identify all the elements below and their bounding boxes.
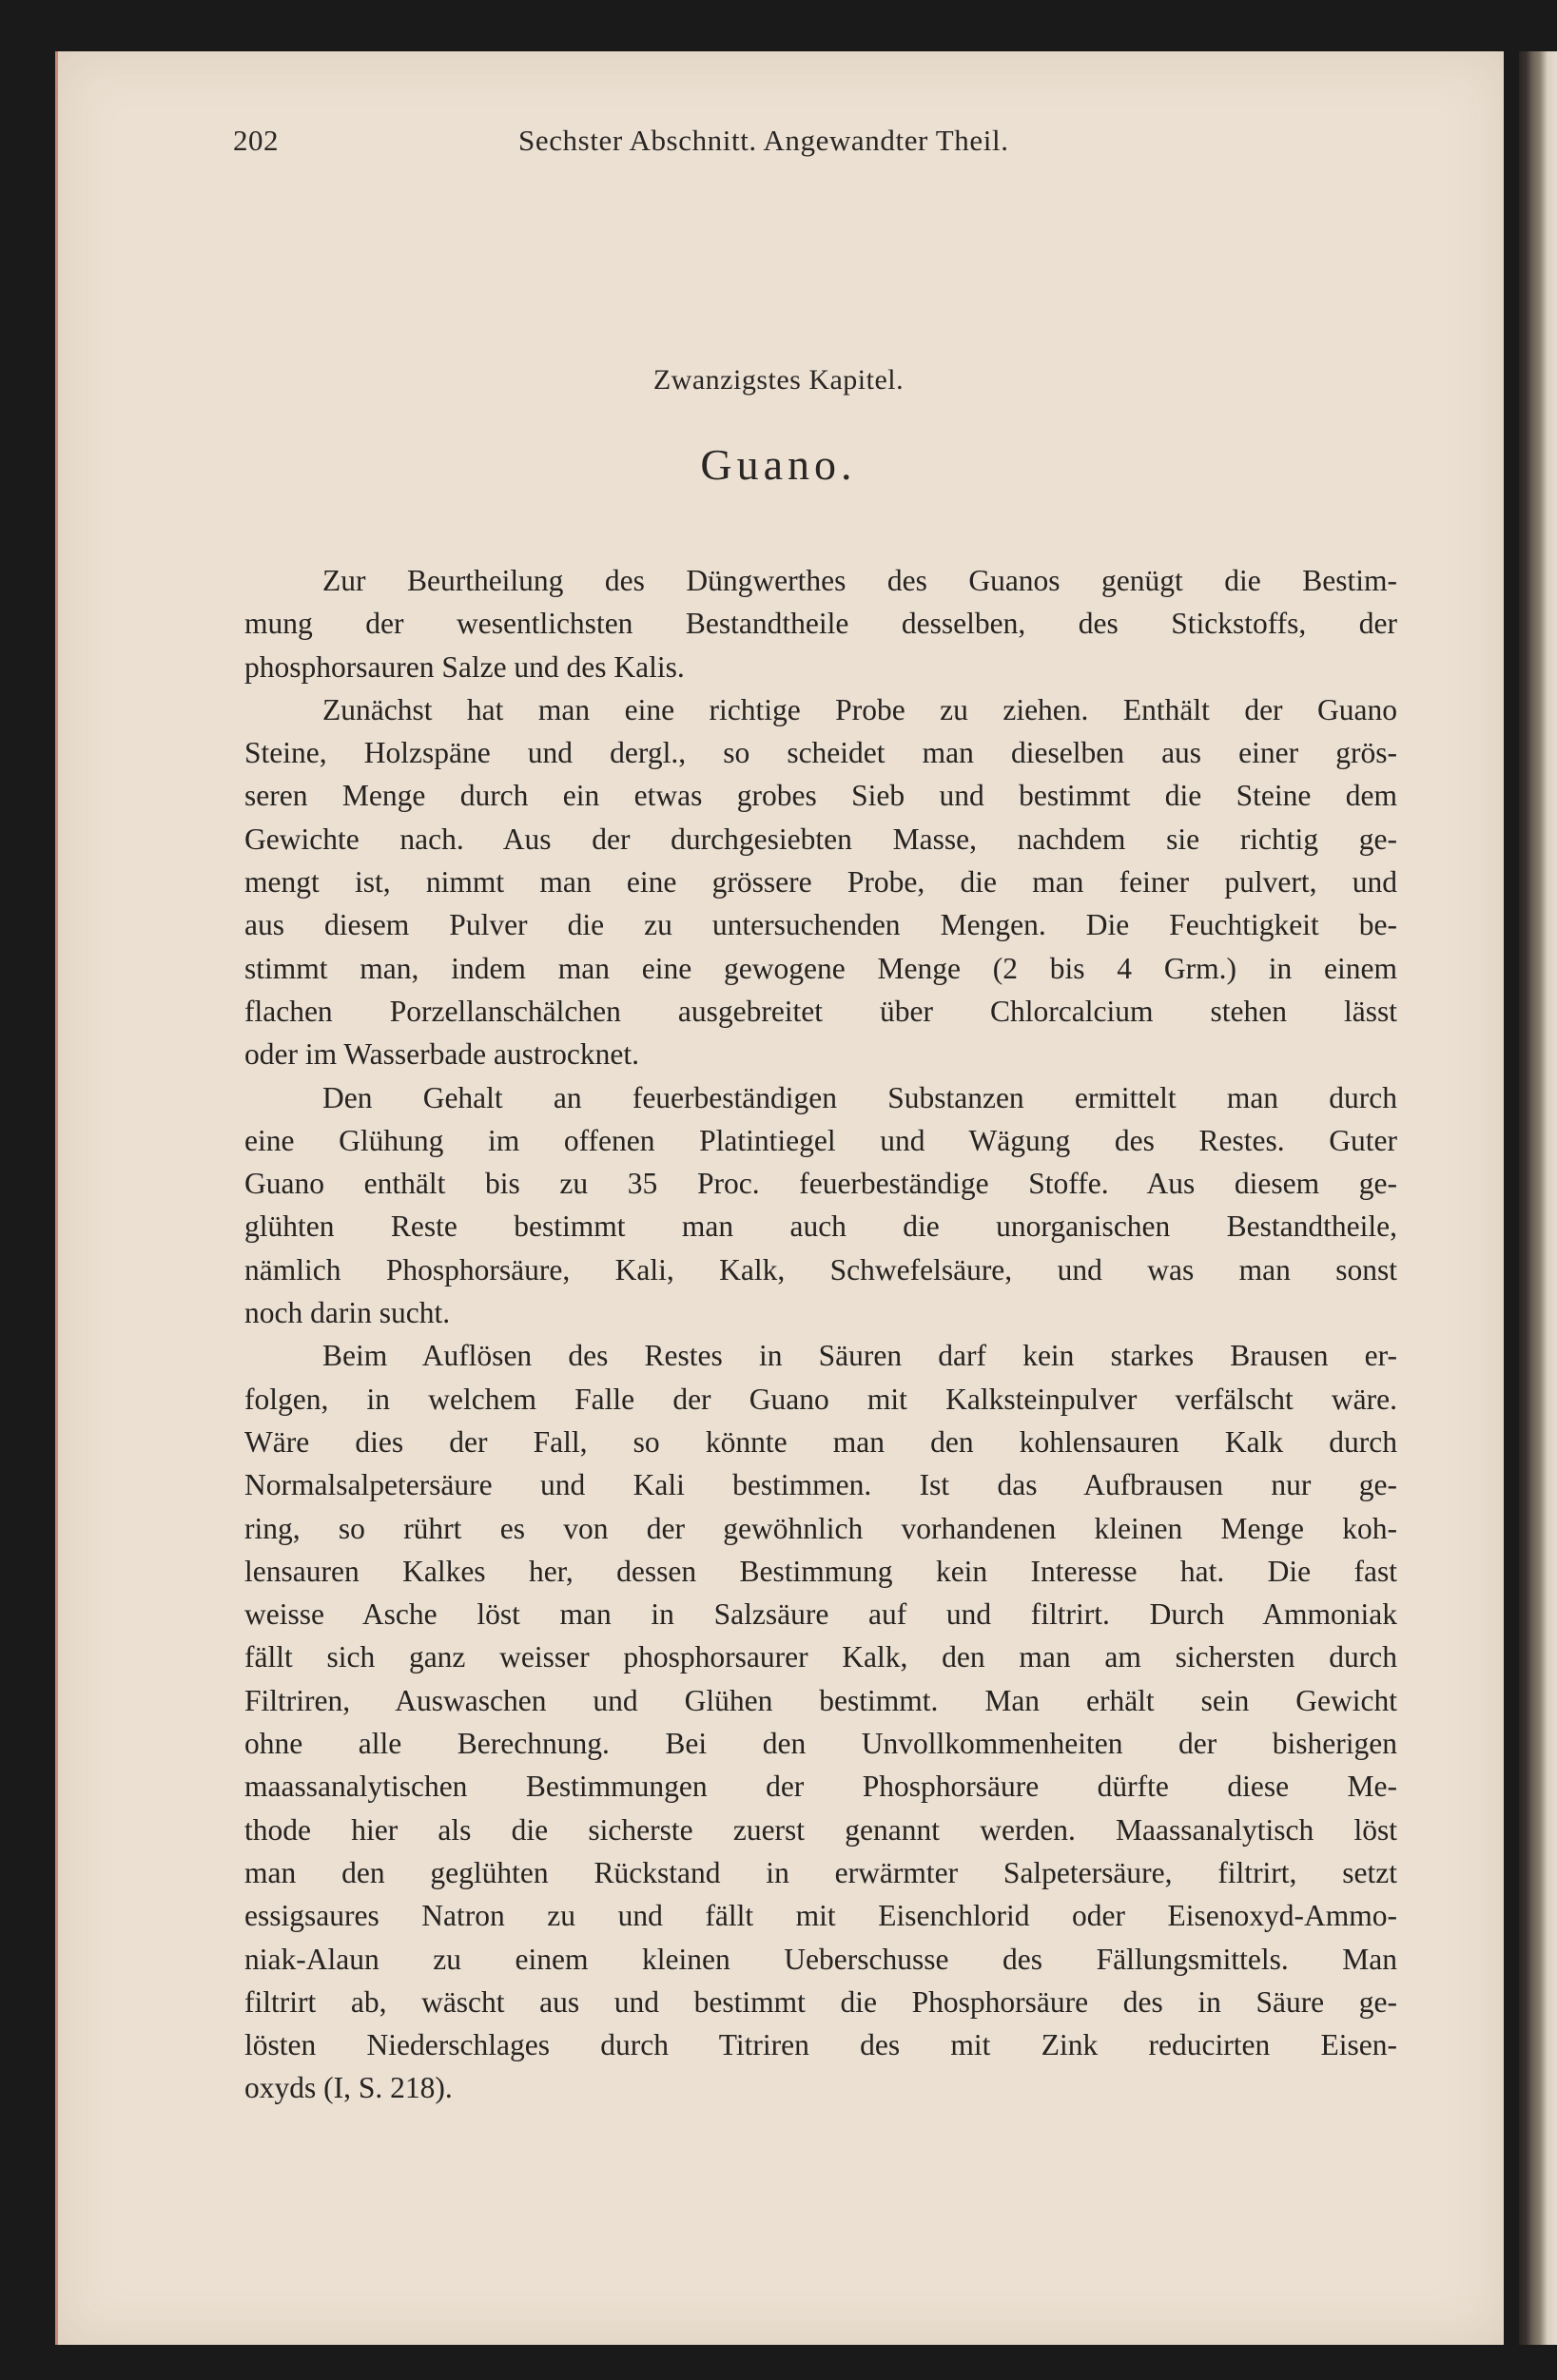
- text-line: Zur Beurtheilung des Düngwerthes des Guanos genügt die Bestim-: [322, 564, 1397, 597]
- text-line: man den geglühten Rückstand in erwärmter Salpetersäure, filtrirt, setzt: [244, 1855, 1397, 1889]
- text-line: stimmt man, indem man eine gewogene Menge (2 bis 4 Grm.) in einem: [244, 951, 1397, 985]
- text-line: eine Glühung im offenen Platintiegel und Wägung des Restes. Guter: [244, 1123, 1397, 1157]
- text-line: phosphorsauren Salze und des Kalis.: [244, 649, 685, 684]
- text-line: noch darin sucht.: [244, 1296, 451, 1330]
- text-line: maassanalytischen Bestimmungen der Phosphorsäure dürfte diese Me-: [244, 1770, 1397, 1804]
- chapter-title: Guano.: [700, 440, 857, 489]
- text-line: weisse Asche löst man in Salzsäure auf und filtrirt. Durch Ammoniak: [244, 1597, 1397, 1632]
- text-line: Wäre dies der Fall, so könnte man den kohlensauren Kalk durch: [244, 1424, 1397, 1459]
- text-line: Normalsalpetersäure und Kali bestimmen. Ist das Aufbrausen nur ge-: [244, 1468, 1397, 1502]
- text-line: Gewichte nach. Aus der durchgesiebten Masse, nachdem sie richtig ge-: [244, 822, 1397, 856]
- text-line: essigsaures Natron zu und fällt mit Eisenchlorid oder Eisenoxyd-Ammo-: [244, 1899, 1397, 1933]
- chapter-label: Zwanzigstes Kapitel.: [652, 364, 905, 396]
- text-line: Beim Auflösen des Restes in Säuren darf kein starkes Brausen er-: [322, 1339, 1397, 1373]
- text-line: ohne alle Berechnung. Bei den Unvollkommenheiten der bisherigen: [244, 1727, 1397, 1761]
- text-line: glühten Reste bestimmt man auch die unorganischen Bestandtheile,: [244, 1209, 1397, 1244]
- text-line: filtrirt ab, wäscht aus und bestimmt die Phosphorsäure des in Säure ge-: [244, 1984, 1397, 2019]
- text-line: folgen, in welchem Falle der Guano mit Kalksteinpulver verfälscht wäre.: [244, 1382, 1397, 1416]
- running-head-title: Sechster Abschnitt. Angewandter Theil.: [518, 124, 1009, 157]
- text-line: flachen Porzellanschälchen ausgebreitet über Chlorcalcium stehen lässt: [244, 994, 1397, 1028]
- text-line: lösten Niederschlages durch Titriren des mit Zink reducirten Eisen-: [244, 2028, 1397, 2062]
- text-line: Zunächst hat man eine richtige Probe zu ziehen. Enthält der Guano: [322, 692, 1397, 726]
- text-line: oxyds (I, S. 218).: [244, 2071, 453, 2105]
- text-line: fällt sich ganz weisser phosphorsaurer Kalk, den man am sichersten durch: [244, 1640, 1397, 1674]
- text-line: niak-Alaun zu einem kleinen Ueberschusse des Fällungsmittels. Man: [244, 1942, 1397, 1976]
- text-line: Steine, Holzspäne und dergl., so scheidet man dieselben aus einer grös-: [244, 736, 1397, 770]
- text-line: lensauren Kalkes her, dessen Bestimmung kein Interesse hat. Die fast: [244, 1554, 1397, 1588]
- text-line: ring, so rührt es von der gewöhnlich vorhandenen kleinen Menge koh-: [244, 1511, 1397, 1545]
- text-line: Guano enthält bis zu 35 Proc. feuerbeständige Stoffe. Aus diesem ge-: [244, 1167, 1397, 1201]
- text-line: Den Gehalt an feuerbeständigen Substanzen ermittelt man durch: [322, 1080, 1397, 1114]
- text-line: thode hier als die sicherste zuerst genannt werden. Maassanalytisch löst: [244, 1812, 1397, 1847]
- text-line: mengt ist, nimmt man eine grössere Probe, die man feiner pulvert, und: [244, 865, 1397, 900]
- text-line: aus diesem Pulver die zu untersuchenden Mengen. Die Feuchtigkeit be-: [244, 908, 1397, 942]
- running-head: [233, 124, 1234, 171]
- text-line: nämlich Phosphorsäure, Kali, Kalk, Schwefelsäure, und was man sonst: [244, 1252, 1397, 1287]
- text-line: oder im Wasserbade austrocknet.: [244, 1037, 639, 1072]
- body-text: [244, 559, 1397, 2110]
- text-line: Filtriren, Auswaschen und Glühen bestimmt. Man erhält sein Gewicht: [244, 1683, 1397, 1717]
- page-number: 202: [233, 124, 279, 157]
- text-line: mung der wesentlichsten Bestandtheile desselben, des Stickstoffs, der: [244, 607, 1397, 641]
- text-line: seren Menge durch ein etwas grobes Sieb und bestimmt die Steine dem: [244, 779, 1397, 813]
